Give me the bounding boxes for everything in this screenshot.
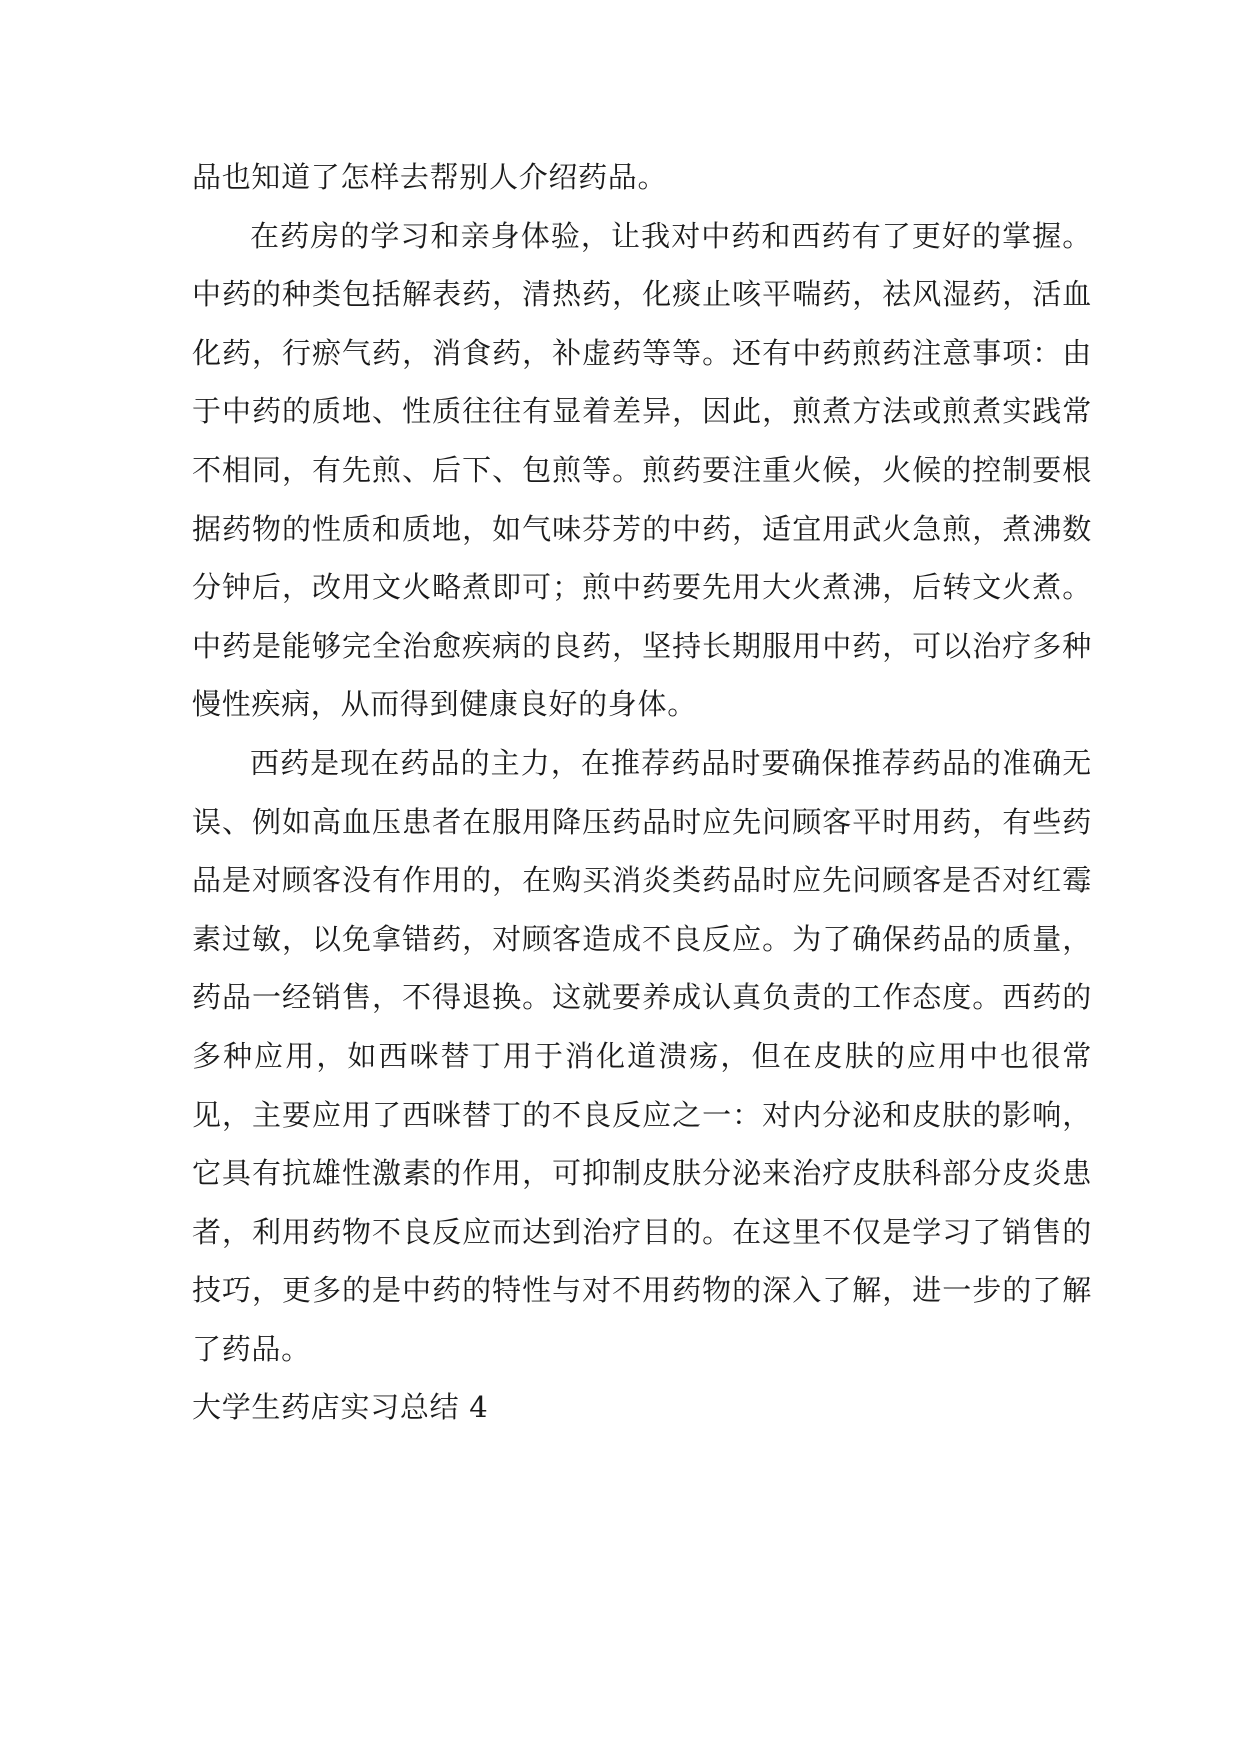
section-heading: 大学生药店实习总结 4 [192, 1390, 489, 1425]
paragraph-western-medicine: 西药是现在药品的主力，在推荐药品时要确保推荐药品的准确无误、例如高血压患者在服用降压药品时应先问顾客平时用药，有些药品是对顾客没有作用的，在购买消炎类药品时应先问顾客是否对红霉素过敏，以免拿错药，对顾客造成不良反应。为了确保药品的质量，药品一经销售，不得退换。这就要养成认真负责的工作态度。西药的多种应用，如西咪替丁用于消化道溃疡，但在皮肤的应用中也很常见，主要应用了西咪替丁的不良反应之一：对内分泌和皮肤的影响，它具有抗雄性激素的作用，可抑制皮肤分泌来治疗皮肤科部分皮炎患者，利用药物不良反应而达到治疗目的。在这里不仅是学习了销售的技巧，更多的是中药的特性与对不用药物的深入了解，进一步的了解了药品。 [192, 745, 1092, 1366]
paragraph-continuation: 品也知道了怎样去帮别人介绍药品。 [192, 160, 668, 194]
document-page [192, 148, 1092, 1437]
paragraph-chinese-medicine: 在药房的学习和亲身体验，让我对中药和西药有了更好的掌握。中药的种类包括解表药，清热药，化痰止咳平喘药，祛风湿药，活血化药，行瘀气药，消食药，补虚药等等。还有中药煎药注意事项：由于中药的质地、性质往往有显着差异，因此，煎煮方法或煎煮实践常不相同，有先煎、后下、包煎等。煎药要注重火候，火候的控制要根据药物的性质和质地，如气味芬芳的中药，适宜用武火急煎，煮沸数分钟后，改用文火略煮即可；煎中药要先用大火煮沸，后转文火煮。中药是能够完全治愈疾病的良药，坚持长期服用中药，可以治疗多种慢性疾病，从而得到健康良好的身体。 [192, 218, 1092, 722]
